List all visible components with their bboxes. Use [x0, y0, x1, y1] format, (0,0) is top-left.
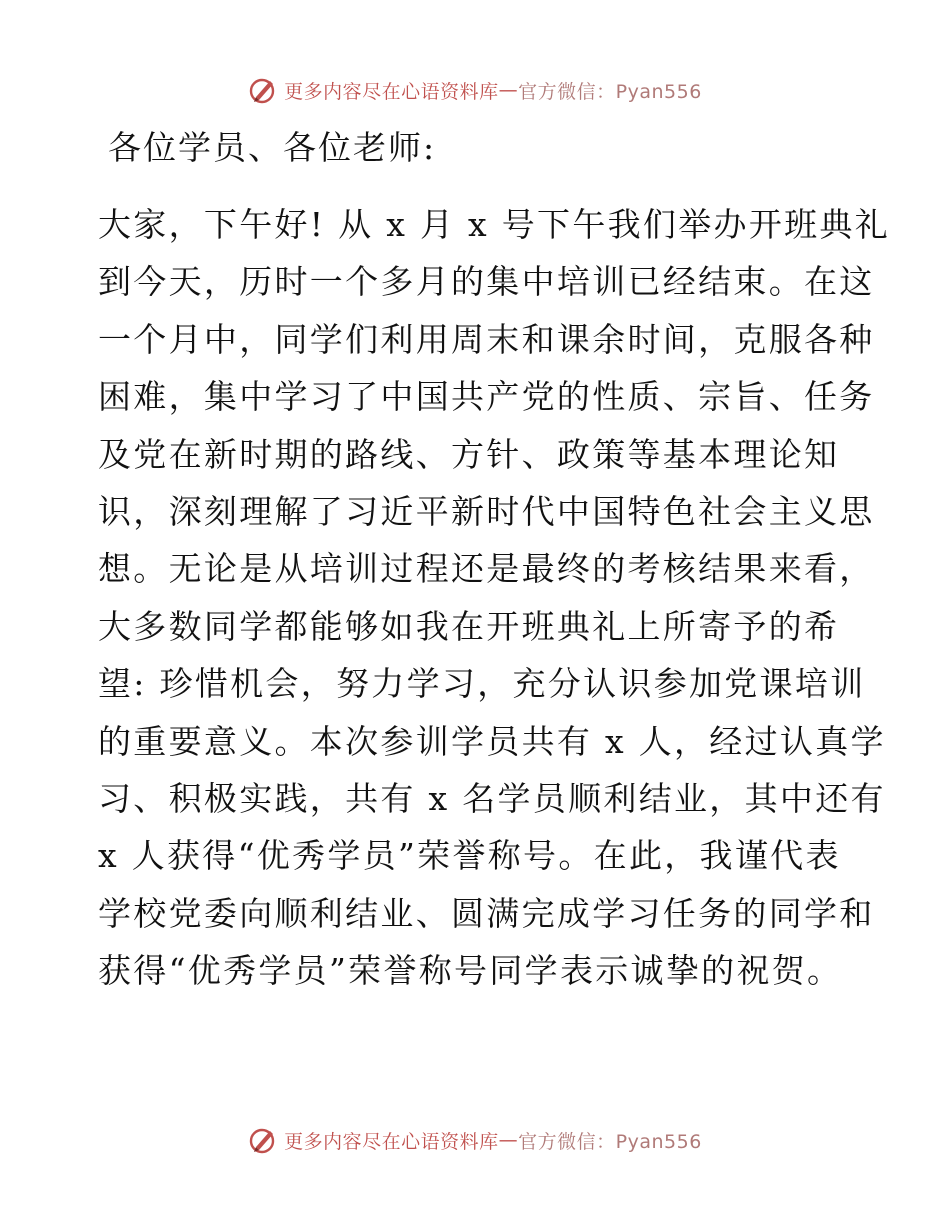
body-line: 及党在新时期的路线、方针、政策等基本理论知	[98, 434, 840, 474]
watermark-wechat-text: 官方微信：Pyan556	[518, 80, 702, 103]
watermark-separator: —	[498, 1129, 519, 1151]
body-line: 到今天，历时一个多月的集中培训已经结束。在这	[98, 262, 875, 302]
body-line: 望: 珍惜机会，努力学习，充分认识参加党课培训	[98, 664, 866, 704]
body-line: x 人获得“优秀学员”荣誉称号。在此，我谨代表	[98, 836, 841, 876]
body-line: 困难，集中学习了中国共产党的性质、宗旨、任务	[98, 377, 875, 417]
body-line: 大家，下午好! 从 x 月 x 号下午我们举办开班典礼	[98, 205, 891, 244]
watermark-wechat-text: 官方微信：Pyan556	[518, 1130, 702, 1153]
body-line: 大多数同学都能够如我在开班典礼上所寄予的希	[98, 606, 840, 646]
watermark-main-text: 更多内容尽在心语资料库	[284, 80, 499, 103]
body-paragraph	[98, 196, 891, 999]
body-line: 习、积极实践，共有 x 名学员顺利结业，其中还有	[98, 778, 886, 818]
body-line: 识，深刻理解了习近平新时代中国特色社会主义思	[98, 491, 875, 531]
body-line: 获得“优秀学员”荣誉称号同学表示诚挚的祝贺。	[98, 951, 843, 991]
body-line: 想。无论是从培训过程还是最终的考核结果来看，	[98, 549, 875, 589]
pen-circle-logo-icon	[248, 1125, 278, 1155]
header-watermark	[0, 70, 950, 110]
pen-circle-logo-icon	[248, 75, 278, 105]
body-line: 的重要意义。本次参训学员共有 x 人，经过认真学	[98, 721, 886, 761]
body-line: 学校党委向顺利结业、圆满完成学习任务的同学和	[98, 893, 875, 933]
salutation: 各位学员、各位老师:	[108, 128, 437, 167]
watermark-main-text: 更多内容尽在心语资料库	[284, 1130, 499, 1153]
watermark-separator: —	[498, 79, 519, 101]
body-line: 一个月中，同学们利用周末和课余时间，克服各种	[98, 319, 875, 359]
footer-watermark	[0, 1120, 950, 1160]
